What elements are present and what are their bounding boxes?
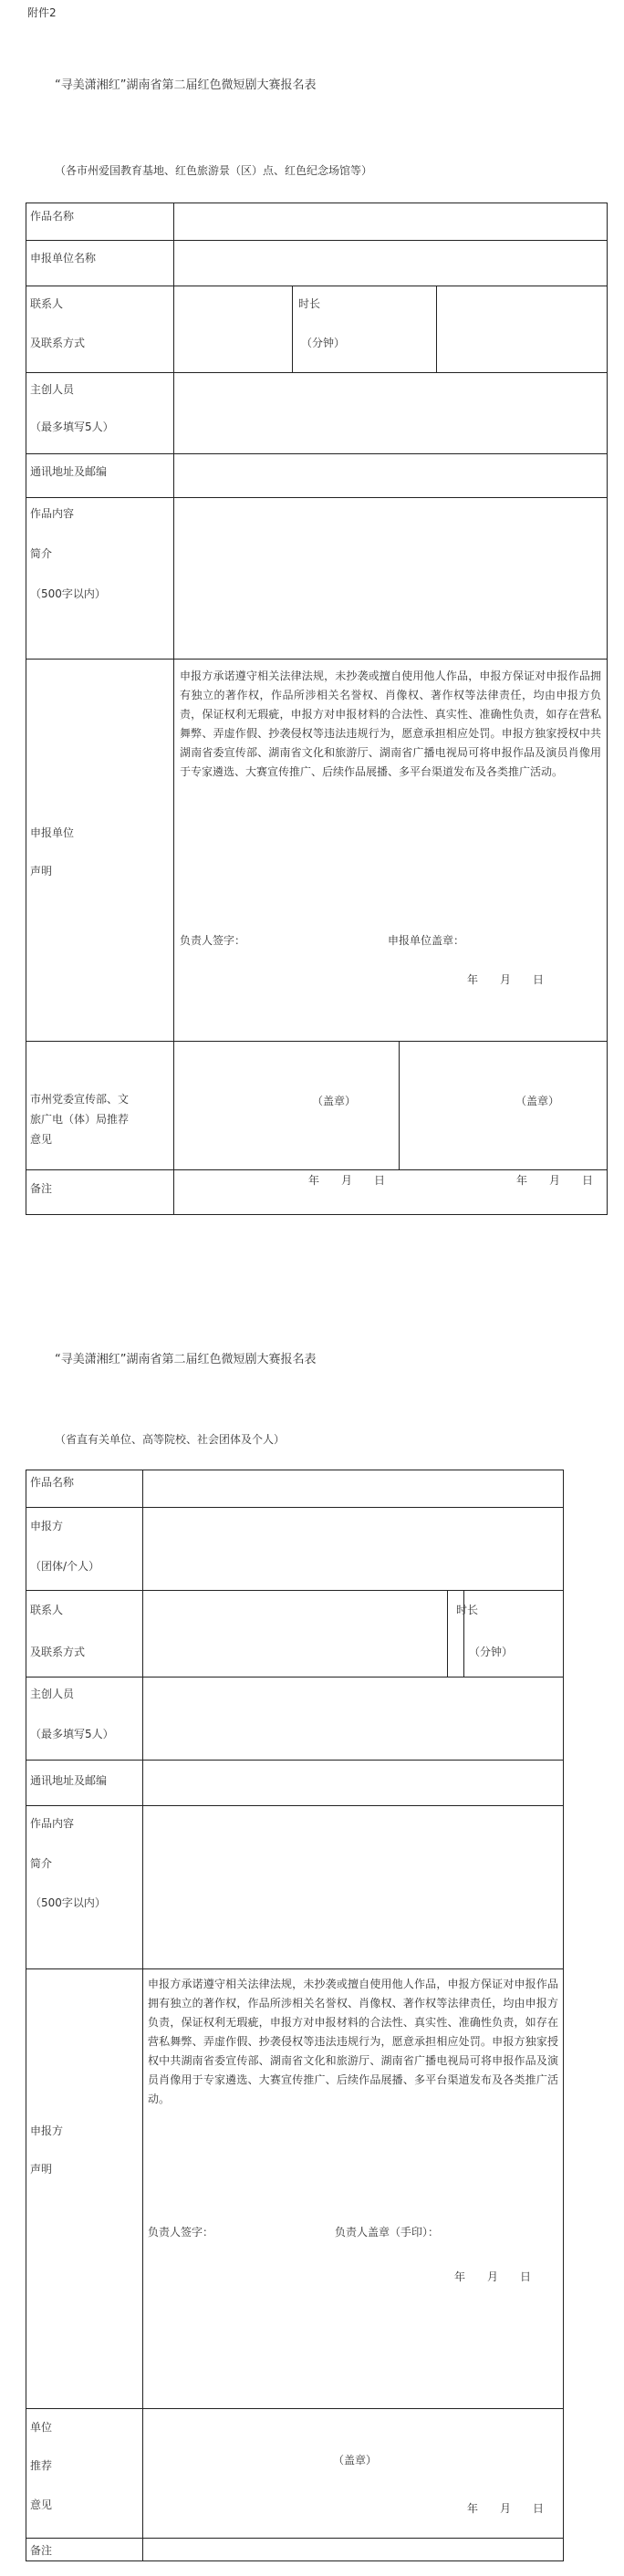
form1-label-address: 通讯地址及邮编 — [30, 465, 108, 478]
form2-label-applicant-type: （团体/个人） — [30, 1560, 100, 1573]
form1-title: “寻美潇湘红”湖南省第二届红色微短剧大赛报名表 — [55, 78, 317, 92]
form1-label-creators-limit: （最多填写5人） — [30, 421, 114, 433]
form2-label-declaration: 申报方 — [30, 2124, 64, 2137]
form1-label-recommend-2: 旅广电（体）局推荐 — [30, 1113, 130, 1126]
form1-label-duration-unit: （分钟） — [301, 337, 346, 349]
form2-seal: （盖章） — [333, 2454, 378, 2467]
form2-label-recommend-3: 意见 — [30, 2498, 53, 2511]
form1-label-duration: 时长 — [298, 297, 321, 310]
form1-seal-left: （盖章） — [312, 1095, 357, 1107]
form1-date-left: 年 月 日 — [308, 1174, 386, 1187]
form1-label-content-limit: （500字以内） — [30, 587, 106, 600]
form2-label-contact: 联系人 — [30, 1604, 64, 1616]
form2-label-creators-limit: （最多填写5人） — [30, 1728, 114, 1740]
form1-declaration-text: 申报方承诺遵守相关法律法规，未抄袭或擅自使用他人作品，申报方保证对申报作品拥有独立的著作权，作品所涉相关名誉权、肖像权、著作权等法律责任，均由申报方负责，保证权利无瑕疵，申报方对申报材料的合法性、真实性、准确性负责，如存在营私舞弊、弄虚作假、抄袭侵权等违法违规行为，愿意承担相应处罚。申报方独家授权中共湖南省委宣传部、湖南省文化和旅游厅、湖南省广播电视局可将申报作品及演员肖像用于专家遴选、大赛宣传推广、后续作品展播、多平台渠道发布及各类推广活动。 — [180, 670, 601, 778]
form2-recommend-date: 年 月 日 — [467, 2502, 545, 2515]
form1-subtitle: （各市州爱国教育基地、红色旅游景（区）点、红色纪念场馆等） — [55, 164, 373, 177]
form2-label-content-2: 简介 — [30, 1857, 53, 1870]
form1-label-applicant-unit: 申报单位名称 — [30, 252, 97, 265]
form2-declaration-date: 年 月 日 — [454, 2270, 532, 2283]
form1-label-declaration: 申报单位 — [30, 826, 75, 839]
attachment-label: 附件2 — [27, 6, 57, 19]
form2-sign-seal: 负责人盖章（手印）： — [335, 2226, 440, 2238]
form2-label-declaration-2: 声明 — [30, 2163, 53, 2176]
form1-label-declaration-2: 声明 — [30, 865, 53, 878]
form2-label-recommend: 单位 — [30, 2421, 53, 2434]
form2-label-work-name: 作品名称 — [30, 1476, 75, 1489]
form2-label-applicant: 申报方 — [30, 1520, 64, 1532]
form1-label-creators: 主创人员 — [30, 383, 75, 396]
form1-sign-unit: 申报单位盖章： — [388, 934, 465, 947]
form2-label-content: 作品内容 — [30, 1817, 75, 1830]
form2-title: “寻美潇湘红”湖南省第二届红色微短剧大赛报名表 — [55, 1353, 317, 1366]
form1-label-recommend-3: 意见 — [30, 1133, 53, 1146]
form1-label-recommend: 市州党委宣传部、文 — [30, 1093, 130, 1106]
form1-date-right: 年 月 日 — [516, 1174, 594, 1187]
form1-label-content: 作品内容 — [30, 507, 75, 520]
form2-label-recommend-2: 推荐 — [30, 2459, 53, 2472]
form2-label-duration: 时长 — [456, 1604, 479, 1616]
form2-label-remarks: 备注 — [30, 2544, 53, 2557]
form2-subtitle: （省直有关单位、高等院校、社会团体及个人） — [55, 1433, 286, 1446]
form2-label-address: 通讯地址及邮编 — [30, 1774, 108, 1787]
form1-sign-person: 负责人签字： — [180, 934, 246, 947]
form1-label-work-name: 作品名称 — [30, 210, 75, 223]
form1-label-content-2: 简介 — [30, 547, 53, 560]
form1-seal-right: （盖章） — [515, 1095, 560, 1107]
form2-label-duration-unit: （分钟） — [469, 1646, 514, 1658]
form1-label-remarks: 备注 — [30, 1182, 53, 1195]
form2-declaration-text: 申报方承诺遵守相关法律法规，未抄袭或擅自使用他人作品，申报方保证对申报作品拥有独立的著作权，作品所涉相关名誉权、肖像权、著作权等法律责任，均由申报方负责，保证权利无瑕疵，申报方对申报材料的合法性、真实性、准确性负责，如存在营私舞弊、弄虚作假、抄袭侵权等违法违规行为，愿意承担相应处罚。申报方独家授权中共湖南省委宣传部、湖南省文化和旅游厅、湖南省广播电视局可将申报作品及演员肖像用于专家遴选、大赛宣传推广、后续作品展播、多平台渠道发布及各类推广活动。 — [148, 1978, 558, 2105]
form1-declaration-date: 年 月 日 — [467, 973, 545, 986]
form2-sign-person: 负责人签字： — [148, 2226, 214, 2238]
form2-label-content-limit: （500字以内） — [30, 1896, 106, 1909]
form1-label-contact: 联系人 — [30, 297, 64, 310]
form2-label-creators: 主创人员 — [30, 1688, 75, 1700]
form2-label-contact-2: 及联系方式 — [30, 1646, 86, 1658]
form1-label-contact-2: 及联系方式 — [30, 337, 86, 349]
